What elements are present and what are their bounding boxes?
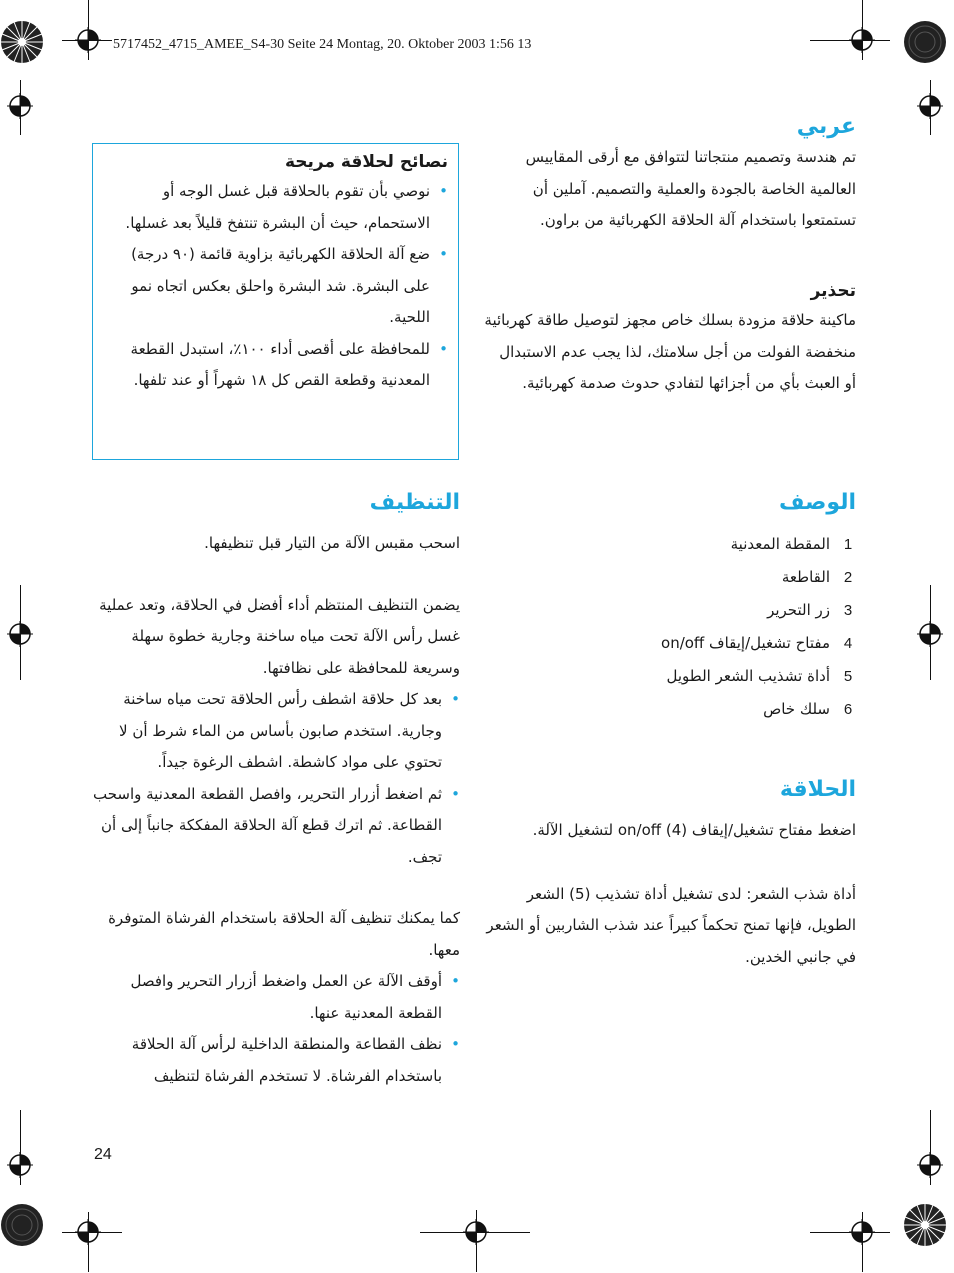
bullet-icon: • [439,182,448,200]
cleaning-list [88,684,460,873]
brush-list [88,966,460,1092]
star-target-icon [0,20,44,64]
print-header: 5717452_4715_AMEE_S4-30 Seite 24 Montag, 20. Oktober 2003 1:56 13 [113,37,532,52]
cleaning-heading: التنظيف [369,490,460,515]
shaving-heading: الحلاقة [779,777,856,802]
item-number: 6 [843,701,853,718]
unplug-text: اسحب مقبس الآلة من التيار قبل تنظيفها. [204,534,460,552]
registration-mark-icon [463,1219,489,1245]
step-text: نظف القطاعة والمنطقة الداخلية لرأس آلة الحلاقة باستخدام الفرشاة. لا تستخدم الفرشاة لتنظيف [131,1035,442,1085]
registration-mark-icon [75,1219,101,1245]
page-number: 24 [94,1146,112,1163]
registration-mark-icon [7,93,33,119]
star-target-icon [0,1203,44,1247]
list-item [484,660,856,693]
tips-heading: نصائح لحلاقة مريحة [284,152,448,172]
bullet-icon: • [439,339,448,358]
list-item [484,528,856,561]
trimmer-text: أداة شذب الشعر: لدى تشغيل أداة تشذيب (5) الشعر الطويل، فإنها تمنح تحكماً كبيراً عند شذب الشاربين أو الشعر في جانبي الخدين. [486,884,856,966]
item-label: المقطة المعدنية [730,535,830,553]
registration-mark-icon [917,93,943,119]
list-item [88,1029,460,1092]
registration-mark-icon [849,1219,875,1245]
list-item [88,966,460,1029]
list-item [484,693,856,726]
list-item [88,779,460,874]
registration-mark-icon [849,27,875,53]
item-label: القاطعة [781,568,830,586]
tips-list [104,176,448,397]
item-label: مفتاح تشغيل/إيقاف on/off [661,634,830,652]
item-label: أداة تشذيب الشعر الطويل [666,667,830,685]
item-number: 1 [843,536,853,553]
registration-mark-icon [917,1152,943,1178]
cleaning-intro: يضمن التنظيف المنتظم أداء أفضل في الحلاقة، وتعد عملية غسل رأس الآلة تحت مياه ساخنة وجارية خطوة سهلة وسريعة للمحافظة على نظافتها. [99,595,460,677]
item-number: 4 [843,635,853,652]
list-item [104,334,448,397]
bullet-icon: • [451,1035,460,1053]
registration-mark-icon [7,621,33,647]
intro-heading: عربي [796,114,856,139]
bullet-icon: • [451,972,460,990]
star-target-icon [903,1203,947,1247]
item-label: زر التحرير [767,601,830,619]
bullet-icon: • [439,245,448,263]
cleaning-section [88,488,460,1092]
step-text: أوقف الآلة عن العمل واضغط أزرار التحرير وافصل القطعة المعدنية عنها. [130,972,442,1022]
warning-section [484,277,856,400]
list-item [484,594,856,627]
registration-mark-icon [7,1152,33,1178]
warning-text: ماكينة حلاقة مزودة بسلك خاص مجهز لتوصيل طاقة كهربائية منخفضة الفولت من أجل سلامتك، لذا يجب عدم الاستبدال أو العبث بأي من أجزائها لتفادي حدوث صدمة كهربائية. [484,311,856,392]
bullet-icon: • [451,690,460,708]
list-item [484,561,856,594]
registration-mark-icon [75,27,101,53]
item-number: 3 [843,602,853,619]
item-number: 5 [843,668,853,685]
intro-section [484,112,856,237]
tip-text: ضع آلة الحلاقة الكهربائية بزاوية قائمة (٩٠ درجة) على البشرة. شد البشرة واحلق بعكس اتجاه نمو اللحية. [131,245,430,326]
shaving-text: اضغط مفتاح تشغيل/إيقاف on/off (4) لتشغيل الآلة. [532,821,856,839]
step-text: ثم اضغط أزرار التحرير، وافصل القطعة المعدنية واسحب القطاعة. ثم اترك قطع آلة الحلاقة المفككة جانباً إلى أن تجف. [92,784,442,866]
registration-mark-icon [917,621,943,647]
item-label: سلك خاص [763,700,830,718]
list-item [88,684,460,779]
step-text: بعد كل حلاقة اشطف رأس الحلاقة تحت مياه ساخنة وجارية. استخدم صابون بأساس من الماء شرط أن لا تحتوي على مواد كاشطة. اشطف الرغوة جيداً. [119,690,442,771]
tips-content [104,148,448,397]
intro-text: تم هندسة وتصميم منتجاتنا لتتوافق مع أرقى المقاييس العالمية الخاصة بالجودة والعملية والتصميم. آملين أن تستمتعوا باستخدام آلة الحلاقة الكهربائية من براون. [525,148,856,229]
tip-text: نوصي بأن تقوم بالحلاقة قبل غسل الوجه أو الاستحمام، حيث أن البشرة تنتفخ قليلاً بعد غسلها. [125,182,430,232]
brush-text: كما يمكنك تنظيف آلة الحلاقة باستخدام الفرشاة المتوفرة معها. [108,909,460,959]
list-item [104,239,448,334]
tips-box [92,143,459,460]
description-heading: الوصف [778,490,856,515]
tip-text: للمحافظة على أقصى أداء ١٠٠٪، استبدل القطعة المعدنية وقطعة القص كل ١٨ شهراً أو عند تلفها. [130,339,430,389]
warning-heading: تحذير [810,281,856,301]
shaving-section [484,775,856,973]
bullet-icon: • [451,784,460,803]
list-item [104,176,448,239]
description-section [484,488,856,726]
item-number: 2 [843,569,853,586]
star-target-icon [903,20,947,64]
list-item [484,627,856,660]
parts-list [484,528,856,726]
